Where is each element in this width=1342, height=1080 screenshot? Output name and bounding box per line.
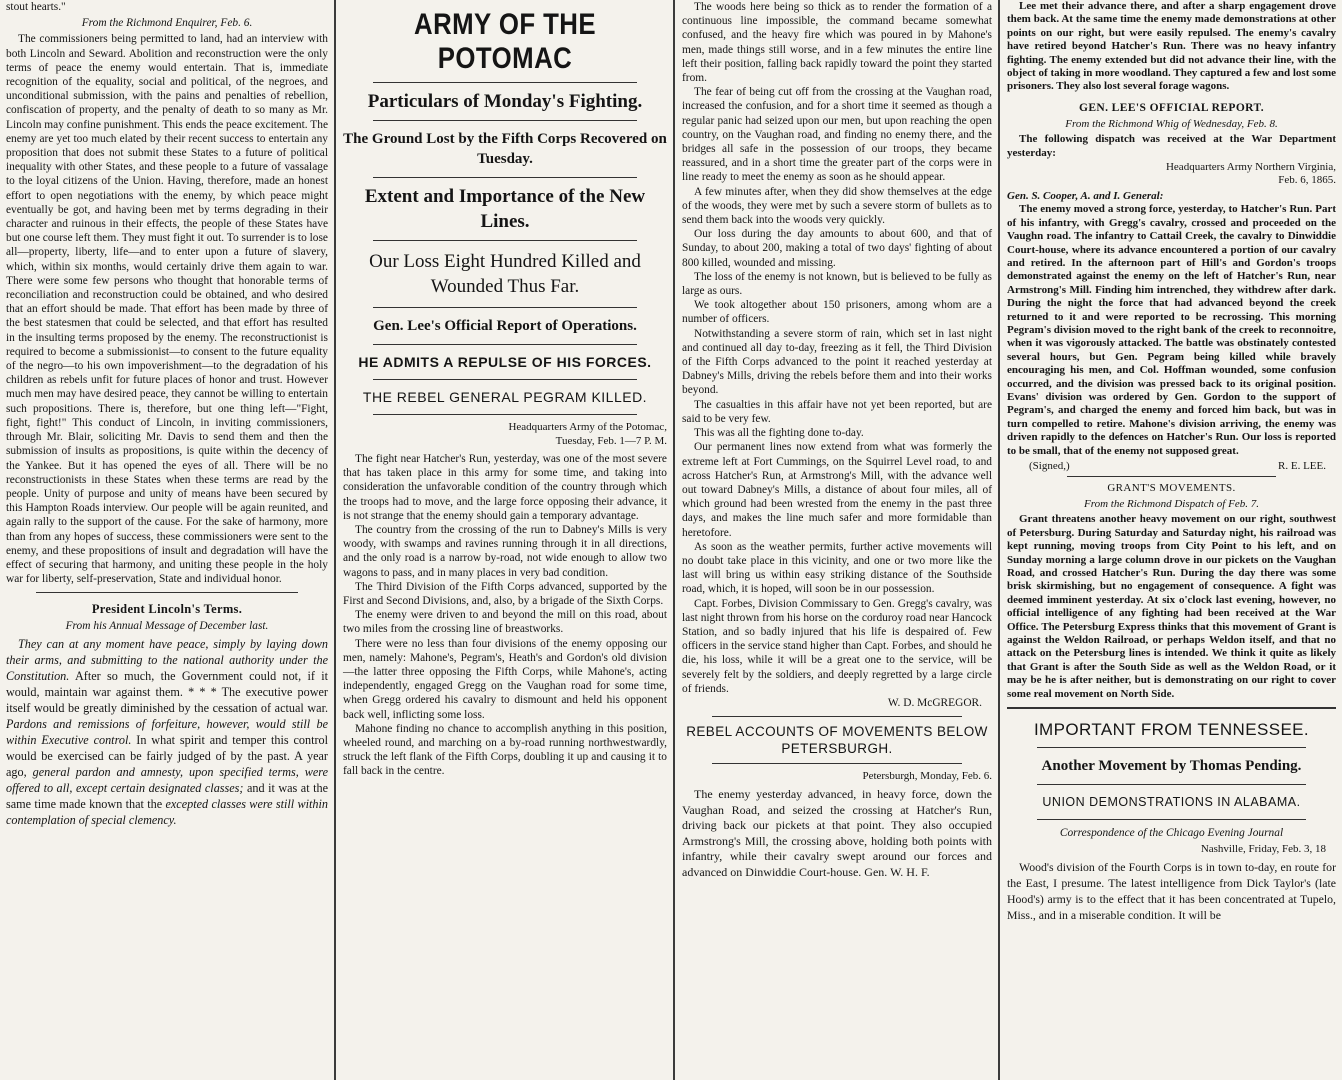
- column-1: [0, 0, 334, 1080]
- source-line: From the Richmond Whig of Wednesday, Feb. 8.: [1065, 117, 1278, 130]
- headline-deck: The Ground Lost by the Fifth Corps Recovered on Tuesday.: [343, 131, 667, 167]
- signed-label: (Signed,): [1029, 460, 1070, 472]
- dateline: Headquarters Army of the Potomac,: [508, 421, 667, 433]
- headline-deck: Another Movement by Thomas Pending.: [1041, 758, 1302, 775]
- italic-text: Pardons and remissions of forfeiture, however, would still be within Executive control.: [6, 716, 328, 747]
- body-text: and it was at the same time made known that the: [6, 780, 328, 811]
- divider: [373, 240, 637, 241]
- headline-deck: Particulars of Monday's Fighting.: [367, 91, 643, 112]
- divider: [1037, 747, 1306, 748]
- article-paragraph: Our permanent lines now extend from what was formerly the extreme left at Fort Cummings, on the Squirrel Level road, to and across Hatcher's Run, at Armstrong's Mill, with the advance well out toward Dabney's Mills, a distance of about four miles, all of which ground had been wrested from the enemy in the past three days, and makes the line much safer and more formidable than heretofore.: [682, 441, 992, 539]
- divider: [1037, 784, 1306, 785]
- divider: [373, 177, 637, 178]
- headline-deck: UNION DEMONSTRATIONS IN ALABAMA.: [1042, 795, 1301, 810]
- headline-deck: HE ADMITS A REPULSE OF HIS FORCES.: [358, 354, 652, 370]
- divider: [712, 716, 962, 717]
- article-paragraph: The enemy were driven to and beyond the mill on this road, about two miles from the crossing line of breastworks.: [343, 609, 667, 636]
- article-paragraph: Capt. Forbes, Division Commissary to Gen. Gregg's cavalry, was last night thrown from his horse on the corduroy road near Hancock Station, and so badly injured that his life is despaired of. Few officers in the service stand higher than Capt. Forbes, and should he die, his loss, while it will be a great one to the service, will be severely felt by the soldiers, and deeply regretted by a large circle of friends.: [682, 597, 992, 695]
- article-paragraph: The enemy yesterday advanced, in heavy force, down the Vaughan Road, and seized the crossing at Hatcher's Run, driving back our pickets at that point. They also occupied Armstrong's Mill, the crossing above, holding both points with infantry, while their cavalry swept around our forces and advanced on Dinwiddie Court-house. Gen. W. H. F.: [682, 787, 992, 879]
- italic-text: general pardon and amnesty, upon specified terms, were offered to all, except certain designated classes;: [6, 764, 328, 795]
- signed-line: [1029, 459, 1326, 473]
- article-subhead: President Lincoln's Terms.: [91, 602, 243, 617]
- italic-text: They can at any moment have peace, simply by laying down their arms, and submitting to the national authority under the Constitution.: [6, 636, 328, 683]
- signature: W. D. McGREGOR.: [887, 696, 982, 709]
- article-paragraph: Notwithstanding a severe storm of rain, which set in last night and continued all day to-day, freezing as it fell, the Third Division of the Fifth Corps advanced to the point it reached yesterday at Dabney's Mills, driving the rebels before them and into their works beyond.: [682, 327, 992, 397]
- divider: [373, 414, 637, 415]
- italic-text: excepted classes were still within contemplation of special clemency.: [6, 796, 328, 827]
- divider: [373, 344, 637, 345]
- lee-report-text: The enemy moved a strong force, yesterday, to Hatcher's Run. Part of his infantry, with Gregg's cavalry, crossed and proceeded on the Vaughn road. The infantry to Cattail Creek, the cavalry to Dinwiddie Court-house, where its advance encountered a portion of our cavalry and retired. In the afternoon part of Hill's and Gordon's troops demonstrated against the enemy on the left of Hatcher's Run, near Armstrong's Mill. Finding him intrenched, they withdrew after dark. During the night the force that had advanced beyond the creek returned to it and were reported to be recrossing. This morning Pegram's division moved to the right bank of the creek to reconnoitre, when it was vigorously attacked. The battle was obstinately contested several hours, but Gen. Pegram being killed while bravely encouraging his men, and Col. Hoffman wounded, some confusion occurred, and the division was pressed back to its original position. Evans' division was ordered by Gen. Gordon to the support of Pegram's, and charged the enemy and forced him back, but was in turn compelled to retire. Mahone's division arriving, the enemy was driven rapidly to the defences on Hatcher's Run. Our loss is reported to be small, that of the enemy not supposed great.: [1007, 203, 1336, 457]
- source-line: Correspondence of the Chicago Evening Journal: [1059, 827, 1284, 840]
- section-headline: IMPORTANT FROM TENNESSEE.: [1033, 720, 1310, 740]
- article-paragraph: The following dispatch was received at the War Department yesterday:: [1007, 133, 1336, 159]
- article-paragraph: The fight near Hatcher's Run, yesterday, was one of the most severe that has taken place in this army for some time, and taking into consideration the unfavorable condition of the country through which the troops had to move, and the large force opposing their advance, it is not strange that the enemy should gain a temporary advantage.: [343, 453, 667, 522]
- body-text: In what spirit and temper this control would be exercised can be fairly judged of by the past. A year ago,: [6, 732, 328, 779]
- article-paragraph: There were no less than four divisions of the enemy opposing our men, namely: Mahone's, Pegram's, Heath's and Gordon's old division—the latter three opposing the Fifth Corps, while Mahone's, acting independently, engaged Gregg on the Vaughan road for some time, when Gregg ordered his cavalry to dismount and held his opponent back well, inflicting some loss.: [343, 637, 667, 721]
- section-headline: GEN. LEE'S OFFICIAL REPORT.: [1079, 101, 1264, 114]
- dateline: Tuesday, Feb. 1—7 P. M.: [555, 434, 667, 447]
- headline-deck: Extent and Importance of the New Lines.: [364, 186, 646, 232]
- article-paragraph: We took altogether about 150 prisoners, among whom are a number of officers.: [682, 299, 992, 326]
- signed-name: R. E. LEE.: [1278, 460, 1326, 472]
- column-2: [337, 0, 673, 1080]
- article-paragraph: Mahone finding no chance to accomplish anything in this position, wheeled round, and marching on a by-road running northwestwardly, struck the left flank of the Fifth Corps, doubling it up and causing it to fall back in the centre.: [343, 722, 667, 778]
- enquirer-article: The commissioners being permitted to land, had an interview with both Lincoln and Seward. Abolition and reconstruction were the only terms of peace the enemy would entertain. That is, immediate recognition of the equality, social and political, of the negroes, and unconditional submission, with the pains and penalties of rebellion, confiscation of property, and the penalty of death to so many as Mr. Lincoln may confine punishment. This ends the peace excitement. The enemy are yet too much elated by their recent success to entertain any proposition that does not submit these States to a future of political inequality with other States, and these people to a future of vassalage to the loyal citizens of the Union. Having, therefore, made an honest effort to open negotiations with the enemy, by which peace might eventually be got, and having been met by terms degrading in their character and ruinous in their effects, the people of these States have but one course left them. They must fight it out. To surrender is to lose all—property, liberty, life—and to enter upon a future of slavery, which, within six months, would certainly drive them again to war. There were some few persons who thought that honorable terms of reconciliation and reconstruction could be obtained, and who desired that an effort should be made. That effort has been made by three of the best statesmen that could be selected, and that effort has resulted in the insulting terms proposed by the enemy. The reconstructionist is required to become a submissionist—to consent to the future equality of the negro—to his own impoverishment—to the degradation of his children as rebels unfit for future places of honor and trust. However much men may have desired peace, they cannot be willing to entertain such propositions. There is, therefore, but one thing left—"Fight, fight, fight!" This conduct of Lincoln, in inviting commissioners, through Mr. Blair, soliciting Mr. Davis to send them and then the submission of insults as propositions, is quite within the decency of the Yankee. But it has opened the eyes of all. There will be no reconstructionists in these States when these terms are read by the people. Unity of purpose and unity of means have been secured by this Hampton Roads interview. Our people will be again reunited, and again rally to the support of the cause. For the sake of harmony, more than from any hopes of success, these commissioners were sent to the enemy, and these propositions of insult and degradation will have the effect of securing that harmony, and uniting these people in the holy war for liberty, self-preservation, State and individual honor.: [6, 33, 328, 586]
- column-rule: [673, 0, 675, 1080]
- dateline: Nashville, Friday, Feb. 3, 18: [1200, 843, 1326, 856]
- article-paragraph: The fear of being cut off from the crossing at the Vaughan road, increased the confusion, and for a short time it seemed as though a regular panic had seized upon our men, but upon reaching the open country, on the Vaughan road, and finding no enemy there, and the bridges all safe in the possession of our troops, they became reassured, and in a short time the greater part of the corps were in line ready to meet the enemy as soon as he should appear.: [682, 86, 992, 184]
- lincoln-terms-text: [6, 636, 328, 828]
- section-headline: REBEL ACCOUNTS OF MOVEMENTS BELOW PETERSBURGH.: [686, 723, 988, 756]
- headline-deck: Our Loss Eight Hundred Killed and Wounded Thus Far.: [369, 251, 641, 297]
- divider: [373, 379, 637, 380]
- column-rule: [334, 0, 336, 1080]
- divider: [1007, 707, 1336, 709]
- article-paragraph: As soon as the weather permits, further active movements will no doubt take place in this vicinity, and one or two more like the last will bring us within easy striking distance of the Southside road, which, it is hoped, will soon be in our possession.: [682, 540, 992, 596]
- article-paragraph: This was all the fighting done to-day.: [694, 427, 864, 440]
- fragment-text: stout hearts.": [6, 1, 66, 13]
- article-paragraph: The loss of the enemy is not known, but is believed to be fully as large as ours.: [682, 270, 992, 298]
- headline-deck: Gen. Lee's Official Report of Operations.: [373, 318, 637, 334]
- section-headline: GRANT'S MOVEMENTS.: [1107, 482, 1236, 494]
- column-4: [1001, 0, 1342, 1080]
- divider: [373, 307, 637, 308]
- source-line: From his Annual Message of December last.: [65, 620, 269, 633]
- article-paragraph: Our loss during the day amounts to about 600, and that of Sunday, to about 200, making a total of two days' fighting of about 800 killed, wounded and missing.: [682, 228, 992, 269]
- divider: [1037, 819, 1306, 820]
- column-3: [676, 0, 998, 1080]
- article-paragraph: The casualties in this affair have not yet been reported, but are said to be very few.: [682, 398, 992, 425]
- salutation: Gen. S. Cooper, A. and I. General:: [1007, 189, 1164, 202]
- divider: [373, 120, 637, 121]
- body-text: After so much, the Government could not, if it would, maintain war against them. * * * The executive power itself would be greatly diminished by the cessation of actual war.: [6, 668, 328, 715]
- article-paragraph: The Third Division of the Fifth Corps advanced, supported by the First and Second Divisions, and, also, by a brigade of the Sixth Corps.: [343, 580, 667, 608]
- article-paragraph: The country from the crossing of the run to Dabney's Mills is very woody, with swamps and ravines running through it in all directions, and the only road is a narrow by-road, not wide enough to allow two wagons to pass, and in many places in very bad condition.: [343, 524, 667, 579]
- dateline: Feb. 6, 1865.: [1278, 174, 1336, 187]
- column-rule: [998, 0, 1000, 1080]
- article-paragraph: Wood's division of the Fourth Corps is in town to-day, en route for the East, I presume. The latest intelligence from Dick Taylor's (late Hood's) army is to the effect that it has been concentrated at Tupelo, Miss., and in a miserable condition. It will be: [1007, 859, 1336, 922]
- dateline: Headquarters Army Northern Virginia,: [1165, 161, 1336, 174]
- headline-deck: THE REBEL GENERAL PEGRAM KILLED.: [362, 389, 648, 405]
- article-paragraph: Lee met their advance there, and after a sharp engagement drove them back. At the same time the enemy made demonstrations at other points on our right, but were easily repulsed. The enemy's cavalry have retired beyond Hatcher's Run. There was no heavy infantry fighting. The enemy extended but did not advance their line, with the object of taking in more woodland. They captured a few and lost some prisoners. They also lost several forage wagons.: [1007, 0, 1336, 93]
- article-paragraph: Grant threatens another heavy movement on our right, southwest of Petersburg. During Saturday and Saturday night, his railroad was kept running, moving troops from City Point to his left, and on Sunday morning a large column drove in our pickets on the Vaughan Road, and crossed Hatcher's Run. During the day there was some brisk skirmishing, but no engagement of consequence. A fight was deemed imminent yesterday. At six o'clock last evening, however, no official intelligence of any fighting had been received at the War Office. The Petersburg Express thinks that this movement of Grant is against the Weldon Railroad, or perhaps Weldon itself, and that no attack on the Petersburg lines is intended. We think it quite as likely that Grant is after the South Side as well as the Weldon Road, or it may be he is after neither, but is demonstrating on our right to cover some real movement on North Side.: [1007, 513, 1336, 700]
- source-line: From the Richmond Dispatch of Feb. 7.: [1084, 498, 1259, 510]
- main-headline: ARMY OF THE POTOMAC: [414, 8, 596, 75]
- article-paragraph: The woods here being so thick as to render the formation of a continuous line impossible, the command became somewhat confused, and the heavy fire which was poured in by Mahone's men, made things still worse, and in a few minutes the entire line left their position, falling back rapidly toward the point they started from.: [682, 1, 992, 85]
- dateline: Petersburgh, Monday, Feb. 6.: [862, 769, 992, 782]
- source-line: From the Richmond Enquirer, Feb. 6.: [81, 17, 253, 30]
- divider: [1067, 476, 1276, 477]
- divider: [712, 763, 962, 764]
- article-paragraph: A few minutes after, when they did show themselves at the edge of the woods, they were met by such a severe storm of bullets as to send them back into the woods very quickly.: [682, 185, 992, 227]
- divider: [36, 592, 298, 593]
- divider: [373, 82, 637, 83]
